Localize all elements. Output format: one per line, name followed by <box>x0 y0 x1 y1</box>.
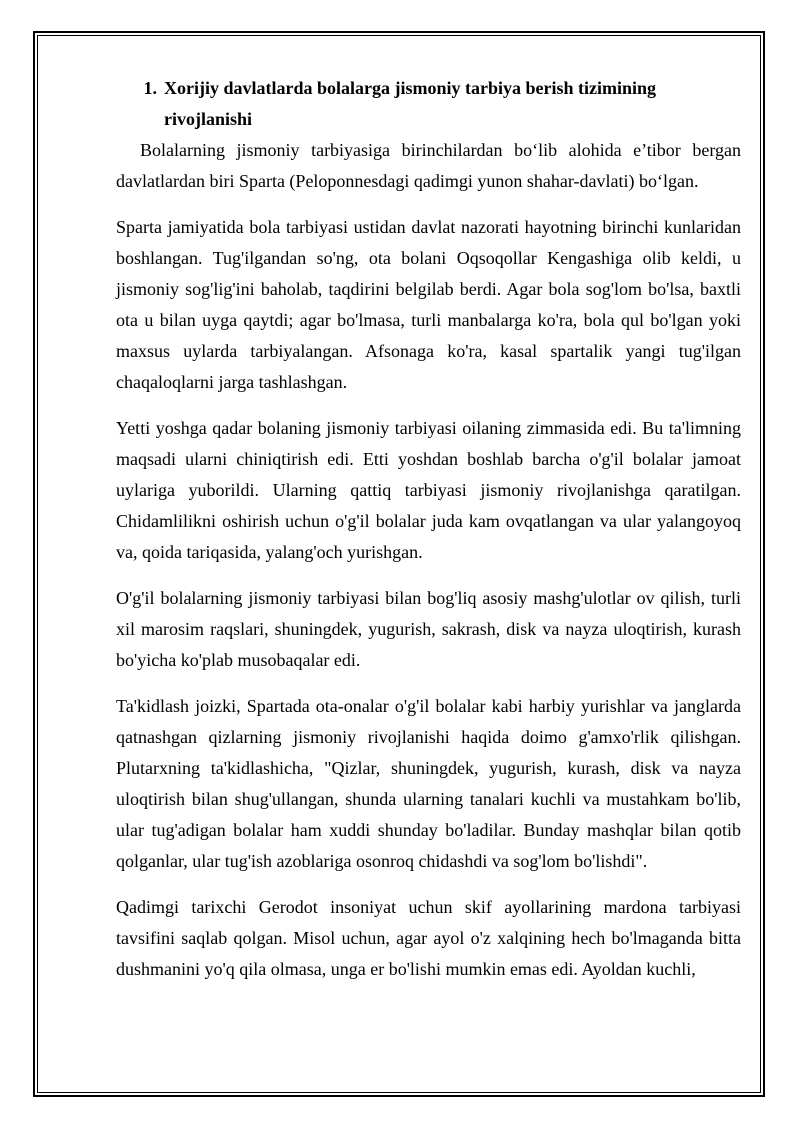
paragraph-seven-years: Yetti yoshga qadar bolaning jismoniy tarbiyasi oilaning zimmasida edi. Bu ta'limning maqsadi ularni chiniqtirish edi. Etti yoshdan boshlab barcha o'g'il bolalar jamoat uylariga yuborildi. Ularning qattiq tarbiyasi jismoniy rivojlanishga qaratilgan. Chidamlilikni oshirish uchun o'g'il bolalar juda kam ovqatlangan va ular yalangoyoq va, qoida tariqasida, yalang'och yurishgan. <box>116 418 741 562</box>
paragraph-girls-training: Ta'kidlash joizki, Spartada ota-onalar o'g'il bolalar kabi harbiy yurishlar va janglarda qatnashgan qizlarning jismoniy rivojlanishi haqida doimo g'amxo'rlik qilishgan. Plutarxning ta'kidlashicha, "Qizlar, shuningdek, yugurish, kurash, disk va nayza uloqtirish bilan shug'ullangan, shunda ularning tanalari kuchli va mustahkam bo'lib, ular tug'adigan bolalar ham xuddi shunday bo'ladilar. Bunday mashqlar bilan qotib qolganlar, ular tug'ish azoblariga osonroq chidashdi va sog'lom bo'lishdi". <box>116 696 741 871</box>
paragraph-sparta-intro: Bolalarning jismoniy tarbiyasiga birinchilardan bo‘lib alohida e’tibor bergan davlatlardan biri Sparta (Peloponnesdagi qadimgi yunon shahar-davlati) bo‘lgan. <box>116 140 741 191</box>
paragraph-state-control: Sparta jamiyatida bola tarbiyasi ustidan davlat nazorati hayotning birinchi kunlaridan boshlangan. Tug'ilgandan so'ng, ota bolani Oqsoqollar Kengashiga olib keldi, u jismoniy sog'lig'ini baholab, taqdirini belgilab berdi. Agar bola sog'lom bo'lsa, baxtli ota u bilan uyga qaytdi; agar bo'lmasa, turli manbalarga ko'ra, bola qul bo'lgan yoki maxsus uylarda tarbiyalangan. Afsonaga ko'ra, kasal spartalik yangi tug'ilgan chaqaloqlarni jarga tashlashgan. <box>116 217 741 392</box>
paragraph-herodotus: Qadimgi tarixchi Gerodot insoniyat uchun skif ayollarining mardona tarbiyasi tavsifini saqlab qolgan. Misol uchun, agar ayol o'z xalqining hech bo'lmaganda bitta dushmanini yo'q qila olmasa, unga er bo'lishi mumkin emas edi. Ayoldan kuchli, <box>116 897 741 979</box>
section-title: Xorijiy davlatlarda bolalarga jismoniy tarbiya berish tizimining rivojlanishi <box>164 78 657 129</box>
document-body <box>116 73 741 1000</box>
paragraph-boys-activities: O'g'il bolalarning jismoniy tarbiyasi bilan bog'liq asosiy mashg'ulotlar ov qilish, turli xil marosim raqslari, shuningdek, yugurish, sakrash, disk va nayza uloqtirish, kurash bo'yicha ko'plab musobaqalar edi. <box>116 588 741 670</box>
section-number: 1. <box>143 78 157 98</box>
section-heading <box>116 73 741 135</box>
